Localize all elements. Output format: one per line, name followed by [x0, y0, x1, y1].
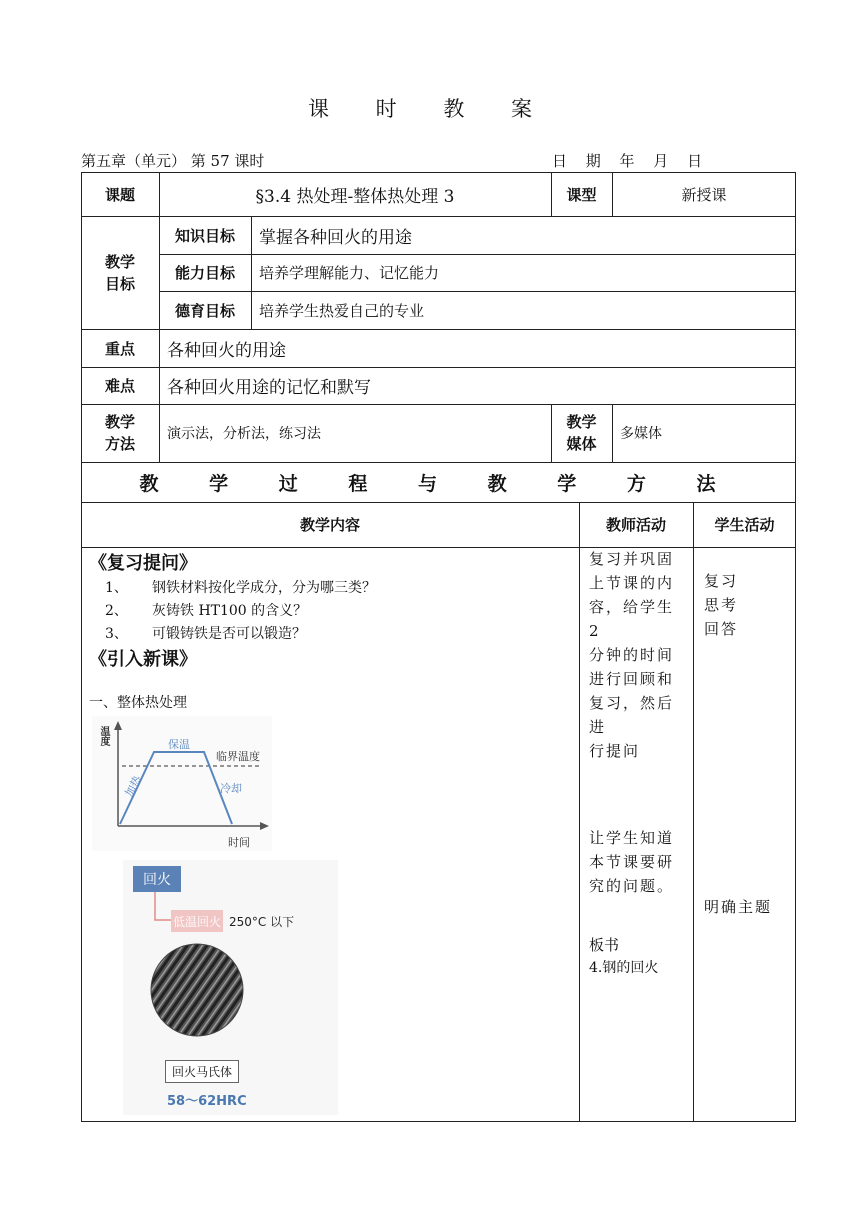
- question-text: 钢铁材料按化学成分，分为哪三类？: [152, 580, 376, 596]
- text-line: 上节课的内: [589, 574, 675, 592]
- difficulty-label: 难点: [104, 377, 135, 395]
- review-heading: 《复习提问》: [89, 553, 197, 574]
- hardness-label: 58～62HRC: [167, 1094, 247, 1109]
- media-label: 教学 媒体: [566, 413, 597, 453]
- section-heading: 一、整体热处理: [89, 695, 187, 711]
- board-value: 4.钢的回火: [589, 960, 659, 976]
- moral-label: 德育目标: [174, 301, 235, 320]
- knowledge-label: 知识目标: [174, 226, 235, 245]
- col-teacher-header: 教师活动: [605, 516, 666, 534]
- key-value: 各种回火的用途: [167, 340, 286, 361]
- date-info: 日 期 年 月 日: [552, 152, 703, 170]
- ability-value: 培养学理解能力、记忆能力: [259, 264, 440, 282]
- objectives-label: 教学 目标: [104, 252, 135, 293]
- microstructure-image: [149, 942, 245, 1038]
- question-num: 1、: [105, 580, 128, 596]
- critical-label: 临界温度: [216, 750, 260, 763]
- media-value: 多媒体: [620, 426, 662, 442]
- knowledge-value: 掌握各种回火的用途: [259, 227, 412, 248]
- topic-label: 课题: [104, 185, 135, 204]
- topic-value: §3.4 热处理-整体热处理 3: [255, 186, 455, 207]
- heat-label: 加热: [122, 773, 145, 799]
- cool-label: 冷却: [220, 782, 242, 795]
- difficulty-value: 各种回火用途的记忆和默写: [167, 378, 371, 398]
- question-text: 灰铸铁 HT100 的含义？: [152, 603, 308, 619]
- x-axis-label: 时间: [228, 836, 250, 849]
- key-label: 重点: [104, 339, 135, 358]
- heat-treatment-diagram: [92, 716, 272, 851]
- text-line: 让学生知道: [589, 829, 675, 847]
- process-title: 教 学 过 程 与 教 学 方 法: [139, 472, 738, 495]
- question-num: 3、: [105, 626, 128, 642]
- tempering-tag: 回火: [133, 866, 181, 892]
- temp-range: 250°C 以下: [229, 915, 295, 929]
- chapter-info: 第五章（单元） 第 57 课时: [81, 152, 265, 170]
- question-text: 可锻铸铁是否可以锻造？: [152, 626, 306, 642]
- tempering-figure: [123, 860, 338, 1115]
- text-line: 复习: [704, 572, 739, 590]
- type-label: 课型: [566, 185, 597, 204]
- teacher-activity-2: [589, 826, 689, 898]
- method-value: 演示法，分析法，练习法: [167, 426, 321, 442]
- structure-label: 回火马氏体: [165, 1060, 239, 1083]
- low-temp-tag: 低温回火: [171, 910, 223, 932]
- text-line: 思考: [704, 596, 739, 614]
- student-activity-2: 明确主题: [704, 898, 773, 916]
- student-activity-1: [704, 569, 738, 641]
- text-line: 容，给学生 2: [589, 598, 675, 640]
- teacher-activity-1: [589, 547, 689, 763]
- text-line: 本节课要研: [589, 853, 675, 871]
- text-line: 分钟的时间: [589, 646, 675, 664]
- type-value: 新授课: [681, 185, 727, 204]
- text-line: 进行回顾和: [589, 670, 675, 688]
- ability-label: 能力目标: [174, 264, 235, 282]
- col-content-header: 教学内容: [299, 516, 360, 534]
- question-num: 2、: [105, 603, 128, 619]
- board-label: 板书: [589, 936, 620, 954]
- method-label: 教学 方法: [104, 413, 135, 453]
- intro-heading: 《引入新课》: [89, 649, 197, 670]
- text-line: 行提问: [589, 742, 641, 760]
- moral-value: 培养学生热爱自己的专业: [259, 301, 425, 320]
- text-line: 究的问题。: [589, 877, 675, 895]
- text-line: 回答: [704, 620, 739, 638]
- text-line: 复习，然后进: [589, 694, 675, 736]
- text-line: 复习并巩固: [589, 550, 675, 568]
- y-axis-label: 温度: [98, 726, 109, 746]
- page-title: 课 时 教 案: [307, 97, 553, 121]
- hold-label: 保温: [168, 738, 190, 751]
- col-student-header: 学生活动: [714, 516, 775, 534]
